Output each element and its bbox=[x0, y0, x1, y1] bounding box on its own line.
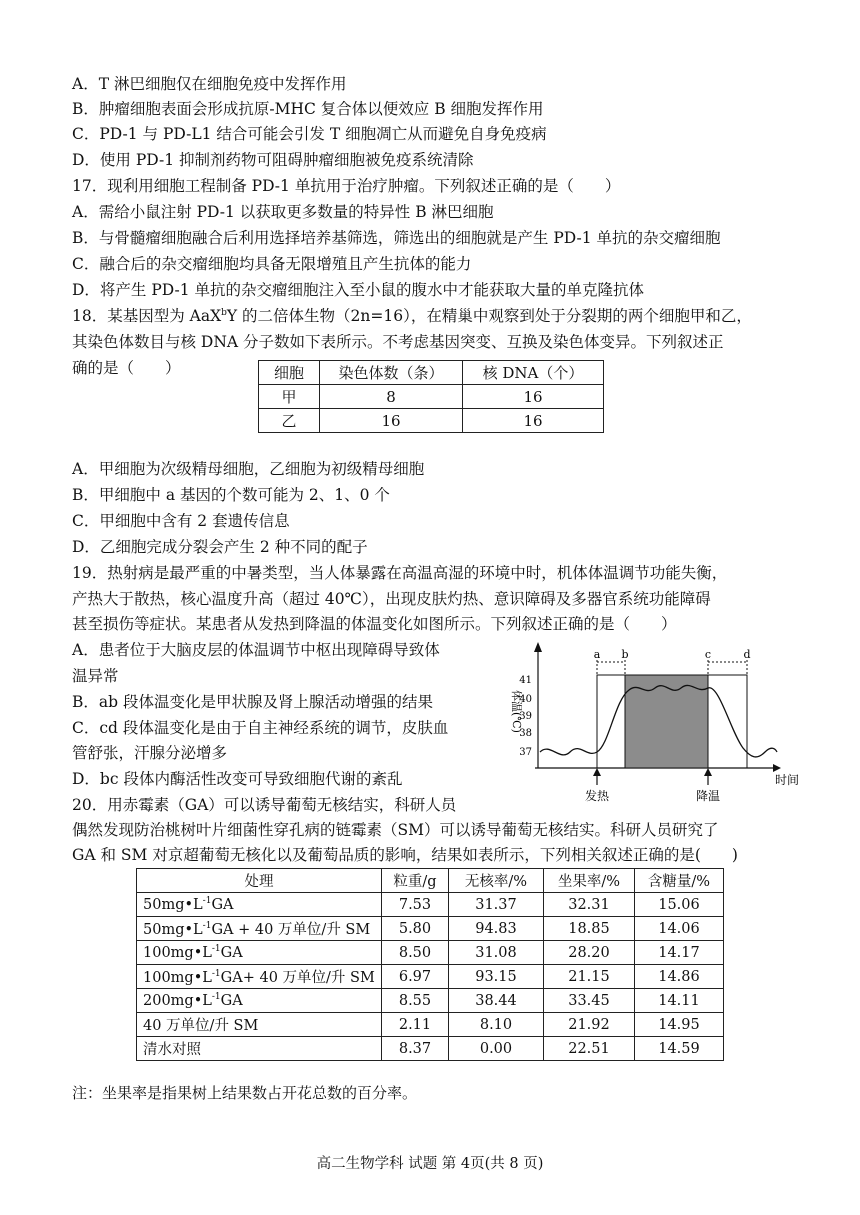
table-cell: 18.85 bbox=[544, 917, 635, 941]
q17-stem: 17．现利用细胞工程制备 PD-1 单抗用于治疗肿瘤。下列叙述正确的是（ ） bbox=[72, 177, 621, 195]
table-cell: 21.92 bbox=[544, 1013, 635, 1037]
table-row bbox=[137, 917, 724, 941]
treatment-cell: $50mg•L^{-1}GA$ bbox=[137, 893, 382, 917]
table-cell: 93.15 bbox=[449, 965, 544, 989]
treatment-cell: 40 万单位/升 SM bbox=[137, 1013, 382, 1037]
table-cell: 6.97 bbox=[382, 965, 449, 989]
table-cell: 94.83 bbox=[449, 917, 544, 941]
y-tick-label: 40 bbox=[519, 694, 532, 705]
table-header-cell: 细胞 bbox=[259, 361, 320, 385]
y-tick-label: 38 bbox=[519, 728, 532, 739]
table-header-cell: 无核率/% bbox=[449, 869, 544, 893]
table-header-cell: 粒重/g bbox=[382, 869, 449, 893]
table-cell: 14.59 bbox=[635, 1037, 724, 1061]
q19-stem-line1: 19．热射病是最严重的中暑类型，当人体暴露在高温高湿的环境中时，机体体温调节功能失衡， bbox=[72, 564, 728, 582]
q19-option-d: D．bc 段体内酶活性改变可导致细胞代谢的紊乱 bbox=[72, 770, 403, 788]
q19-option-b: B．ab 段体温变化是甲状腺及肾上腺活动增强的结果 bbox=[72, 693, 433, 711]
table-cell: 38.44 bbox=[449, 989, 544, 1013]
table-cell: 14.11 bbox=[635, 989, 724, 1013]
q17-option-d: D．将产生 PD-1 单抗的杂交瘤细胞注入至小鼠的腹水中才能获取大量的单克隆抗体 bbox=[72, 281, 645, 299]
x-axis-arrow bbox=[773, 764, 781, 772]
y-tick-label: 39 bbox=[519, 711, 532, 722]
q18-option-d: D．乙细胞完成分裂会产生 2 种不同的配子 bbox=[72, 538, 368, 556]
annotation-fever: 发热 bbox=[584, 789, 610, 803]
q18-option-c: C．甲细胞中含有 2 套遗传信息 bbox=[72, 512, 290, 530]
table-cell: 16 bbox=[463, 409, 604, 433]
x-axis-label: 时间 bbox=[774, 773, 800, 787]
table-row bbox=[137, 941, 724, 965]
table-cell: 8.50 bbox=[382, 941, 449, 965]
table-row bbox=[137, 1013, 724, 1037]
q20-table bbox=[136, 868, 724, 1061]
y-axis-arrow bbox=[534, 642, 542, 652]
table-cell: 33.45 bbox=[544, 989, 635, 1013]
y-axis-label: 体温(℃) bbox=[510, 690, 523, 733]
table-header-row bbox=[137, 869, 724, 893]
temperature-graph bbox=[505, 640, 805, 810]
table-cell: 16 bbox=[320, 409, 463, 433]
table-cell: 7.53 bbox=[382, 893, 449, 917]
table-cell: 14.86 bbox=[635, 965, 724, 989]
q18-stem-line3: 确的是（ ） bbox=[72, 359, 181, 377]
table-cell: 8 bbox=[320, 385, 463, 409]
point-label-b: b bbox=[621, 648, 629, 661]
table-row bbox=[137, 989, 724, 1013]
annotation-cooling: 降温 bbox=[695, 789, 721, 803]
annotation-arrow-head bbox=[704, 768, 712, 776]
table-cell: 5.80 bbox=[382, 917, 449, 941]
table-header-row bbox=[259, 361, 604, 385]
treatment-cell: $50mg•L^{-1}GA + 40$ 万单位/升 SM bbox=[137, 917, 382, 941]
table-cell: 14.17 bbox=[635, 941, 724, 965]
point-label-d: d bbox=[743, 648, 751, 661]
treatment-cell: 清水对照 bbox=[137, 1037, 382, 1061]
table-cell: 甲 bbox=[259, 385, 320, 409]
treatment-cell: $100mg•L^{-1}GA+ 40$ 万单位/升 SM bbox=[137, 965, 382, 989]
table-header-cell: 坐果率/% bbox=[544, 869, 635, 893]
treatment-cell: $100mg•L^{-1}GA$ bbox=[137, 941, 382, 965]
point-label-c: c bbox=[704, 648, 712, 661]
q19-option-c-line1: C．cd 段体温变化是由于自主神经系统的调节，皮肤血 bbox=[72, 719, 449, 737]
q16-option-b: B．肿瘤细胞表面会形成抗原-MHC 复合体以便效应 B 细胞发挥作用 bbox=[72, 100, 544, 118]
q16-option-d: D．使用 PD-1 抑制剂药物可阻碍肿瘤细胞被免疫系统清除 bbox=[72, 151, 474, 169]
table-row bbox=[259, 409, 604, 433]
table-cell: 28.20 bbox=[544, 941, 635, 965]
table-row bbox=[137, 965, 724, 989]
point-label-a: a bbox=[593, 648, 601, 661]
table-cell: 21.15 bbox=[544, 965, 635, 989]
annotation-arrow-head bbox=[593, 768, 601, 776]
q20-stem-line3: GA 和 SM 对京超葡萄无核化以及葡萄品质的影响，结果如表所示，下列相关叙述正确的是( ) bbox=[72, 846, 738, 864]
q17-option-c: C．融合后的杂交瘤细胞均具备无限增殖且产生抗体的能力 bbox=[72, 255, 472, 273]
table-header-cell: 含糖量/% bbox=[635, 869, 724, 893]
table-header-cell: 核 DNA（个） bbox=[463, 361, 604, 385]
table-cell: 14.06 bbox=[635, 917, 724, 941]
table-header-cell: 染色体数（条） bbox=[320, 361, 463, 385]
q16-option-c: C．PD-1 与 PD-L1 结合可能会引发 T 细胞凋亡从而避免自身免疫病 bbox=[72, 125, 547, 143]
q19-option-a-line1: A．患者位于大脑皮层的体温调节中枢出现障碍导致体 bbox=[72, 641, 440, 659]
table-cell: 31.37 bbox=[449, 893, 544, 917]
table-header-cell: 处理 bbox=[137, 869, 382, 893]
q18-option-a: A．甲细胞为次级精母细胞，乙细胞为初级精母细胞 bbox=[72, 460, 425, 478]
page-footer: 高二生物学科 试题 第 4页(共 8 页) bbox=[316, 1156, 544, 1172]
table-cell: 16 bbox=[463, 385, 604, 409]
table-cell: 8.37 bbox=[382, 1037, 449, 1061]
q20-stem-line2: 偶然发现防治桃树叶片细菌性穿孔病的链霉素（SM）可以诱导葡萄无核结实。科研人员研究了 bbox=[72, 821, 719, 839]
q20-stem-line1: 20．用赤霉素（GA）可以诱导葡萄无核结实，科研人员 bbox=[72, 796, 457, 814]
q18-stem-line1: 18．某基因型为 AaX$^b$Y 的二倍体生物（2n=16），在精巢中观察到处于分裂期的两个细胞甲和乙， bbox=[72, 307, 752, 325]
table-row bbox=[259, 385, 604, 409]
q18-stem-line2: 其染色体数目与核 DNA 分子数如下表所示。不考虑基因突变、互换及染色体变异。下列叙述正 bbox=[72, 333, 724, 351]
table-cell: 14.95 bbox=[635, 1013, 724, 1037]
table-cell: 8.10 bbox=[449, 1013, 544, 1037]
q20-table-note: 注：坐果率是指果树上结果数占开花总数的百分率。 bbox=[72, 1084, 418, 1102]
table-cell: 2.11 bbox=[382, 1013, 449, 1037]
table-cell: 32.31 bbox=[544, 893, 635, 917]
table-cell: 8.55 bbox=[382, 989, 449, 1013]
y-tick-label: 37 bbox=[519, 747, 532, 758]
q19-option-a-line2: 温异常 bbox=[72, 667, 119, 685]
q19-option-c-line2: 管舒张，汗腺分泌增多 bbox=[72, 744, 228, 762]
q17-option-b: B．与骨髓瘤细胞融合后利用选择培养基筛选，筛选出的细胞就是产生 PD-1 单抗的杂交瘤细胞 bbox=[72, 229, 721, 247]
y-tick-label: 41 bbox=[519, 675, 532, 686]
q18-table bbox=[258, 360, 604, 433]
table-row bbox=[137, 893, 724, 917]
q16-option-a: A．T 淋巴细胞仅在细胞免疫中发挥作用 bbox=[72, 75, 347, 93]
table-row bbox=[137, 1037, 724, 1061]
shaded-region-bc bbox=[625, 675, 708, 768]
q17-option-a: A．需给小鼠注射 PD-1 以获取更多数量的特异性 B 淋巴细胞 bbox=[72, 203, 494, 221]
table-cell: 15.06 bbox=[635, 893, 724, 917]
treatment-cell: $200mg•L^{-1}GA$ bbox=[137, 989, 382, 1013]
q18-option-b: B．甲细胞中 a 基因的个数可能为 2、1、0 个 bbox=[72, 486, 390, 504]
q19-stem-line3: 甚至损伤等症状。某患者从发热到降温的体温变化如图所示。下列叙述正确的是（ ） bbox=[72, 615, 677, 633]
table-cell: 31.08 bbox=[449, 941, 544, 965]
table-cell: 22.51 bbox=[544, 1037, 635, 1061]
table-cell: 0.00 bbox=[449, 1037, 544, 1061]
table-cell: 乙 bbox=[259, 409, 320, 433]
q19-stem-line2: 产热大于散热，核心温度升高（超过 40℃），出现皮肤灼热、意识障碍及多器官系统功能障碍 bbox=[72, 590, 711, 608]
